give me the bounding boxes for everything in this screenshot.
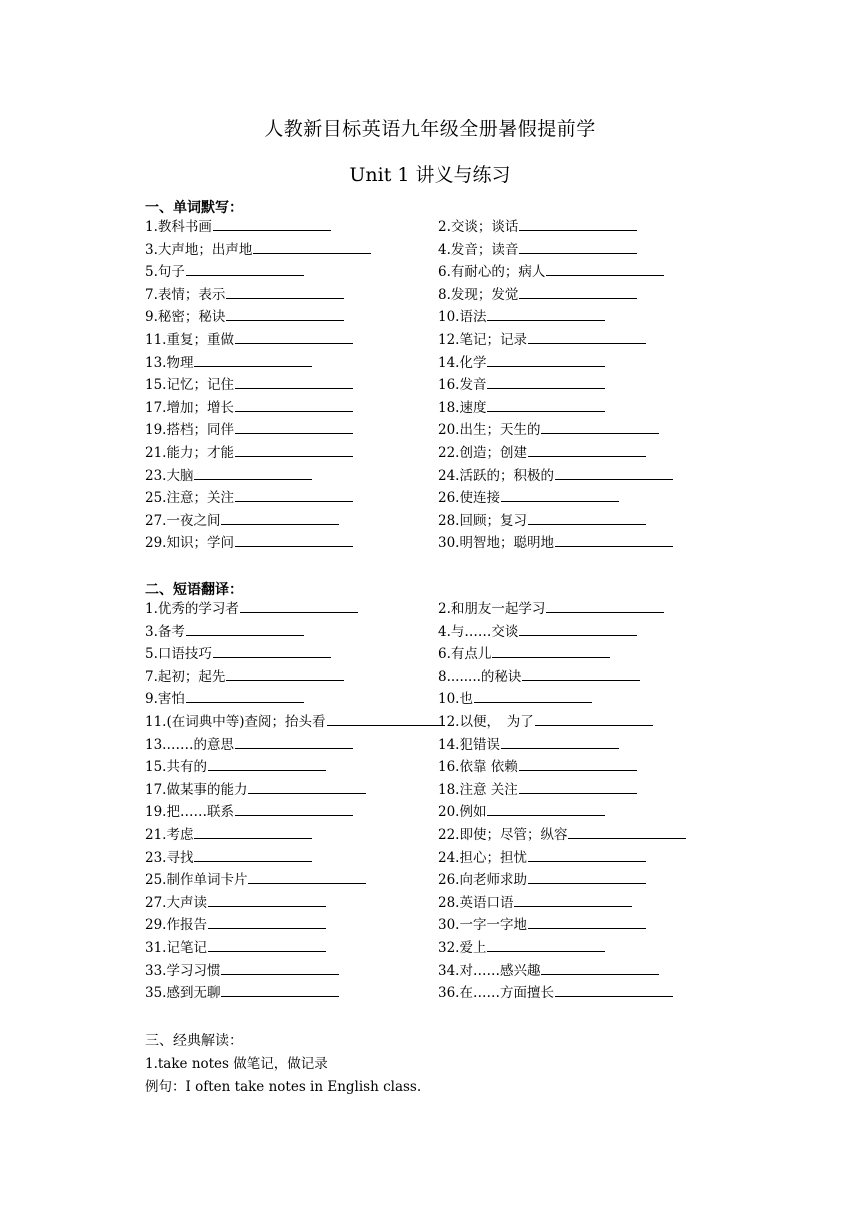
question-item [145, 532, 353, 555]
answer-blank[interactable] [221, 960, 339, 975]
question-label: 29.作报告 [145, 917, 207, 934]
question-item [438, 306, 605, 329]
question-item [438, 688, 592, 711]
question-label: 36.在……方面擅长 [438, 985, 554, 1002]
question-item [145, 306, 344, 329]
question-label: 2.和朋友一起学习 [438, 601, 546, 617]
question-label: 31.记笔记 [145, 939, 207, 956]
question-item [145, 666, 344, 689]
vocab-row [145, 374, 745, 397]
question-item [145, 487, 353, 510]
vocab-row [145, 465, 745, 488]
question-item [145, 465, 312, 488]
question-item [438, 982, 673, 1005]
question-item [438, 801, 605, 824]
answer-blank[interactable] [541, 960, 659, 975]
vocab-row [145, 487, 745, 510]
question-label: 30.明智地；聪明地 [438, 535, 554, 552]
question-item [145, 397, 353, 420]
question-item [145, 711, 445, 734]
question-item [438, 216, 637, 239]
phrase-row [145, 643, 745, 666]
phrase-row [145, 892, 745, 915]
question-item [145, 779, 366, 802]
answer-blank[interactable] [208, 937, 326, 952]
answer-blank[interactable] [248, 869, 366, 884]
question-item [438, 419, 659, 442]
answer-blank[interactable] [226, 306, 344, 321]
question-item [438, 442, 646, 465]
answer-blank[interactable] [235, 329, 353, 344]
answer-blank[interactable] [501, 487, 619, 502]
answer-blank[interactable] [235, 734, 353, 749]
question-label: 8........的秘诀 [438, 668, 522, 685]
answer-blank[interactable] [194, 824, 312, 839]
answer-blank[interactable] [514, 892, 632, 907]
question-label: 17.做某事的能力 [145, 781, 248, 798]
question-item [145, 352, 312, 375]
question-label: 3.备考 [145, 623, 185, 640]
question-label: 24.活跃的；积极的 [438, 467, 554, 484]
answer-blank[interactable] [535, 711, 653, 726]
answer-blank[interactable] [186, 621, 304, 636]
vocab-row [145, 329, 745, 352]
question-item [145, 239, 371, 262]
question-item [145, 734, 353, 757]
answer-blank[interactable] [528, 442, 646, 457]
question-label: 9.害怕 [145, 691, 185, 708]
question-label: 2.交谈；谈话 [438, 219, 519, 235]
answer-blank[interactable] [528, 510, 646, 525]
section-classic-heading: 三、经典解读： [145, 1033, 243, 1049]
answer-blank[interactable] [235, 419, 353, 434]
question-item [145, 261, 304, 284]
answer-blank[interactable] [519, 284, 637, 299]
question-label: 24.担心；担忧 [438, 849, 527, 866]
answer-blank[interactable] [235, 397, 353, 412]
answer-blank[interactable] [221, 982, 339, 997]
page-title: 人教新目标英语九年级全册暑假提前学 [264, 118, 596, 140]
question-label: 6.有点儿 [438, 646, 492, 663]
question-label: 15.共有的 [145, 759, 207, 776]
question-label: 12.以便， 为了 [438, 713, 534, 730]
answer-blank[interactable] [555, 465, 673, 480]
question-item [438, 756, 637, 779]
question-item [438, 643, 610, 666]
question-item [145, 510, 339, 533]
question-item [145, 598, 358, 621]
phrase-grid [145, 598, 745, 1005]
question-label: 13.物理 [145, 354, 194, 371]
answer-blank[interactable] [528, 847, 646, 862]
phrase-row [145, 621, 745, 644]
question-label: 33.学习习惯 [145, 962, 221, 979]
question-item [145, 643, 331, 666]
answer-blank[interactable] [546, 598, 664, 613]
answer-blank[interactable] [213, 643, 331, 658]
vocab-row [145, 239, 745, 262]
question-label: 10.语法 [438, 309, 487, 326]
question-label: 14.犯错误 [438, 736, 500, 753]
answer-blank[interactable] [208, 892, 326, 907]
question-label: 7.起初；起先 [145, 668, 226, 685]
phrase-row [145, 937, 745, 960]
answer-blank[interactable] [519, 239, 637, 254]
question-item [438, 824, 686, 847]
question-label: 8.发现；发觉 [438, 286, 519, 303]
answer-blank[interactable] [568, 824, 686, 839]
phrase-row [145, 734, 745, 757]
question-label: 21.能力；才能 [145, 444, 234, 461]
answer-blank[interactable] [235, 487, 353, 502]
question-item [438, 532, 673, 555]
question-item [145, 824, 312, 847]
question-label: 23.寻找 [145, 849, 194, 866]
question-item [145, 847, 312, 870]
answer-blank[interactable] [253, 239, 371, 254]
answer-blank[interactable] [327, 711, 445, 726]
question-item [438, 510, 646, 533]
question-label: 12.笔记；记录 [438, 331, 527, 348]
answer-blank[interactable] [221, 510, 339, 525]
question-label: 25.注意；关注 [145, 490, 234, 507]
question-label: 21.考虑 [145, 826, 194, 843]
answer-blank[interactable] [519, 216, 637, 231]
question-label: 20.例如 [438, 804, 487, 821]
answer-blank[interactable] [519, 756, 637, 771]
question-item [145, 419, 353, 442]
question-label: 15.记忆；记住 [145, 377, 234, 394]
question-label: 20.出生；天生的 [438, 422, 541, 439]
vocab-row [145, 352, 745, 375]
question-item [438, 711, 653, 734]
question-label: 28.英语口语 [438, 894, 514, 911]
phrase-row [145, 960, 745, 983]
answer-blank[interactable] [487, 801, 605, 816]
answer-blank[interactable] [226, 666, 344, 681]
question-item [145, 914, 326, 937]
answer-blank[interactable] [528, 869, 646, 884]
question-item [145, 374, 353, 397]
answer-blank[interactable] [194, 847, 312, 862]
question-label: 1.教科书画 [145, 219, 212, 235]
answer-blank[interactable] [208, 756, 326, 771]
question-label: 26.向老师求助 [438, 872, 527, 889]
phrase-row [145, 666, 745, 689]
answer-blank[interactable] [522, 666, 640, 681]
phrase-row [145, 824, 745, 847]
phrase-row [145, 598, 745, 621]
question-label: 4.发音；读音 [438, 241, 519, 258]
question-item [438, 374, 605, 397]
phrase-row [145, 688, 745, 711]
vocab-row [145, 216, 745, 239]
question-item [438, 284, 637, 307]
question-item [145, 216, 331, 239]
question-label: 19.搭档；同伴 [145, 422, 234, 439]
phrase-row [145, 847, 745, 870]
question-item [438, 937, 605, 960]
question-item [438, 465, 673, 488]
question-label: 25.制作单词卡片 [145, 872, 248, 889]
question-label: 10.也 [438, 691, 473, 708]
answer-blank[interactable] [519, 779, 637, 794]
vocab-row [145, 442, 745, 465]
answer-blank[interactable] [487, 374, 605, 389]
question-item [145, 960, 339, 983]
answer-blank[interactable] [474, 688, 592, 703]
phrase-row [145, 711, 745, 734]
answer-blank[interactable] [248, 779, 366, 794]
answer-blank[interactable] [487, 352, 605, 367]
question-label: 3.大声地；出声地 [145, 241, 253, 258]
vocab-row [145, 532, 745, 555]
answer-blank[interactable] [501, 734, 619, 749]
question-label: 22.即使；尽管；纵容 [438, 826, 568, 843]
question-item [438, 397, 605, 420]
question-item [145, 329, 353, 352]
question-label: 14.化学 [438, 354, 487, 371]
answer-blank[interactable] [194, 352, 312, 367]
answer-blank[interactable] [240, 598, 358, 613]
question-item [145, 869, 366, 892]
answer-blank[interactable] [528, 329, 646, 344]
answer-blank[interactable] [235, 801, 353, 816]
question-item [438, 261, 664, 284]
question-label: 23.大脑 [145, 467, 194, 484]
question-label: 19.把……联系 [145, 804, 234, 821]
question-item [145, 284, 344, 307]
question-item [145, 688, 304, 711]
question-label: 13.……的意思 [145, 736, 234, 753]
answer-blank[interactable] [487, 937, 605, 952]
answer-blank[interactable] [541, 419, 659, 434]
question-item [438, 666, 640, 689]
question-label: 22.创造；创建 [438, 444, 527, 461]
question-label: 9.秘密；秘诀 [145, 309, 226, 326]
question-item [438, 779, 637, 802]
answer-blank[interactable] [528, 914, 646, 929]
question-item [145, 937, 326, 960]
phrase-row [145, 869, 745, 892]
question-label: 6.有耐心的；病人 [438, 264, 546, 281]
answer-blank[interactable] [186, 688, 304, 703]
answer-blank[interactable] [555, 532, 673, 547]
answer-blank[interactable] [194, 465, 312, 480]
vocab-row [145, 419, 745, 442]
question-item [145, 982, 339, 1005]
question-label: 18.速度 [438, 399, 487, 416]
question-item [145, 892, 326, 915]
question-item [145, 801, 353, 824]
vocab-row [145, 306, 745, 329]
answer-blank[interactable] [235, 442, 353, 457]
section-vocab-heading: 一、单词默写： [145, 200, 243, 216]
question-item [438, 329, 646, 352]
question-item [145, 756, 326, 779]
answer-blank[interactable] [555, 982, 673, 997]
answer-blank[interactable] [235, 374, 353, 389]
question-label: 4.与……交谈 [438, 623, 519, 640]
vocab-row [145, 510, 745, 533]
question-item [438, 239, 637, 262]
question-label: 27.一夜之间 [145, 512, 221, 529]
answer-blank[interactable] [487, 397, 605, 412]
question-label: 11.(在词典中等)查阅；抬头看 [145, 713, 326, 730]
vocab-row [145, 261, 745, 284]
question-item [438, 734, 619, 757]
answer-blank[interactable] [213, 216, 331, 231]
question-item [438, 352, 605, 375]
question-label: 34.对……感兴趣 [438, 962, 541, 979]
question-item [438, 598, 664, 621]
question-label: 29.知识；学问 [145, 535, 234, 552]
answer-blank[interactable] [235, 532, 353, 547]
answer-blank[interactable] [186, 261, 304, 276]
question-label: 30.一字一字地 [438, 917, 527, 934]
answer-blank[interactable] [492, 643, 610, 658]
question-label: 1.优秀的学习者 [145, 601, 239, 617]
question-label: 18.注意 关注 [438, 781, 518, 798]
question-label: 32.爱上 [438, 939, 487, 956]
vocab-grid [145, 216, 745, 555]
answer-blank[interactable] [208, 914, 326, 929]
question-item [438, 960, 659, 983]
question-label: 16.依靠 依赖 [438, 759, 518, 776]
answer-blank[interactable] [226, 284, 344, 299]
question-label: 35.感到无聊 [145, 985, 221, 1002]
question-item [438, 487, 619, 510]
question-item [438, 847, 646, 870]
answer-blank[interactable] [519, 621, 637, 636]
vocab-row [145, 284, 745, 307]
question-label: 7.表情；表示 [145, 286, 226, 303]
phrase-row [145, 914, 745, 937]
phrase-row [145, 779, 745, 802]
question-item [438, 621, 637, 644]
answer-blank[interactable] [546, 261, 664, 276]
question-label: 5.句子 [145, 264, 185, 281]
vocab-row [145, 397, 745, 420]
phrase-row [145, 756, 745, 779]
section-phrase-heading: 二、短语翻译： [145, 582, 243, 598]
question-label: 16.发音 [438, 377, 487, 394]
classic-item-1: 1.take notes 做笔记，做记录 [145, 1056, 328, 1072]
classic-example: 例句：I often take notes in English class. [145, 1079, 422, 1095]
question-label: 28.回顾；复习 [438, 512, 527, 529]
question-label: 26.使连接 [438, 490, 500, 507]
question-item [145, 442, 353, 465]
question-item [145, 621, 304, 644]
question-item [438, 892, 632, 915]
phrase-row [145, 982, 745, 1005]
question-label: 5.口语技巧 [145, 646, 212, 663]
question-label: 27.大声读 [145, 894, 207, 911]
question-item [438, 914, 646, 937]
question-label: 17.增加；增长 [145, 399, 234, 416]
answer-blank[interactable] [487, 306, 605, 321]
question-label: 11.重复；重做 [145, 331, 234, 348]
page-subtitle: Unit 1 讲义与练习 [349, 164, 511, 186]
question-item [438, 869, 646, 892]
phrase-row [145, 801, 745, 824]
